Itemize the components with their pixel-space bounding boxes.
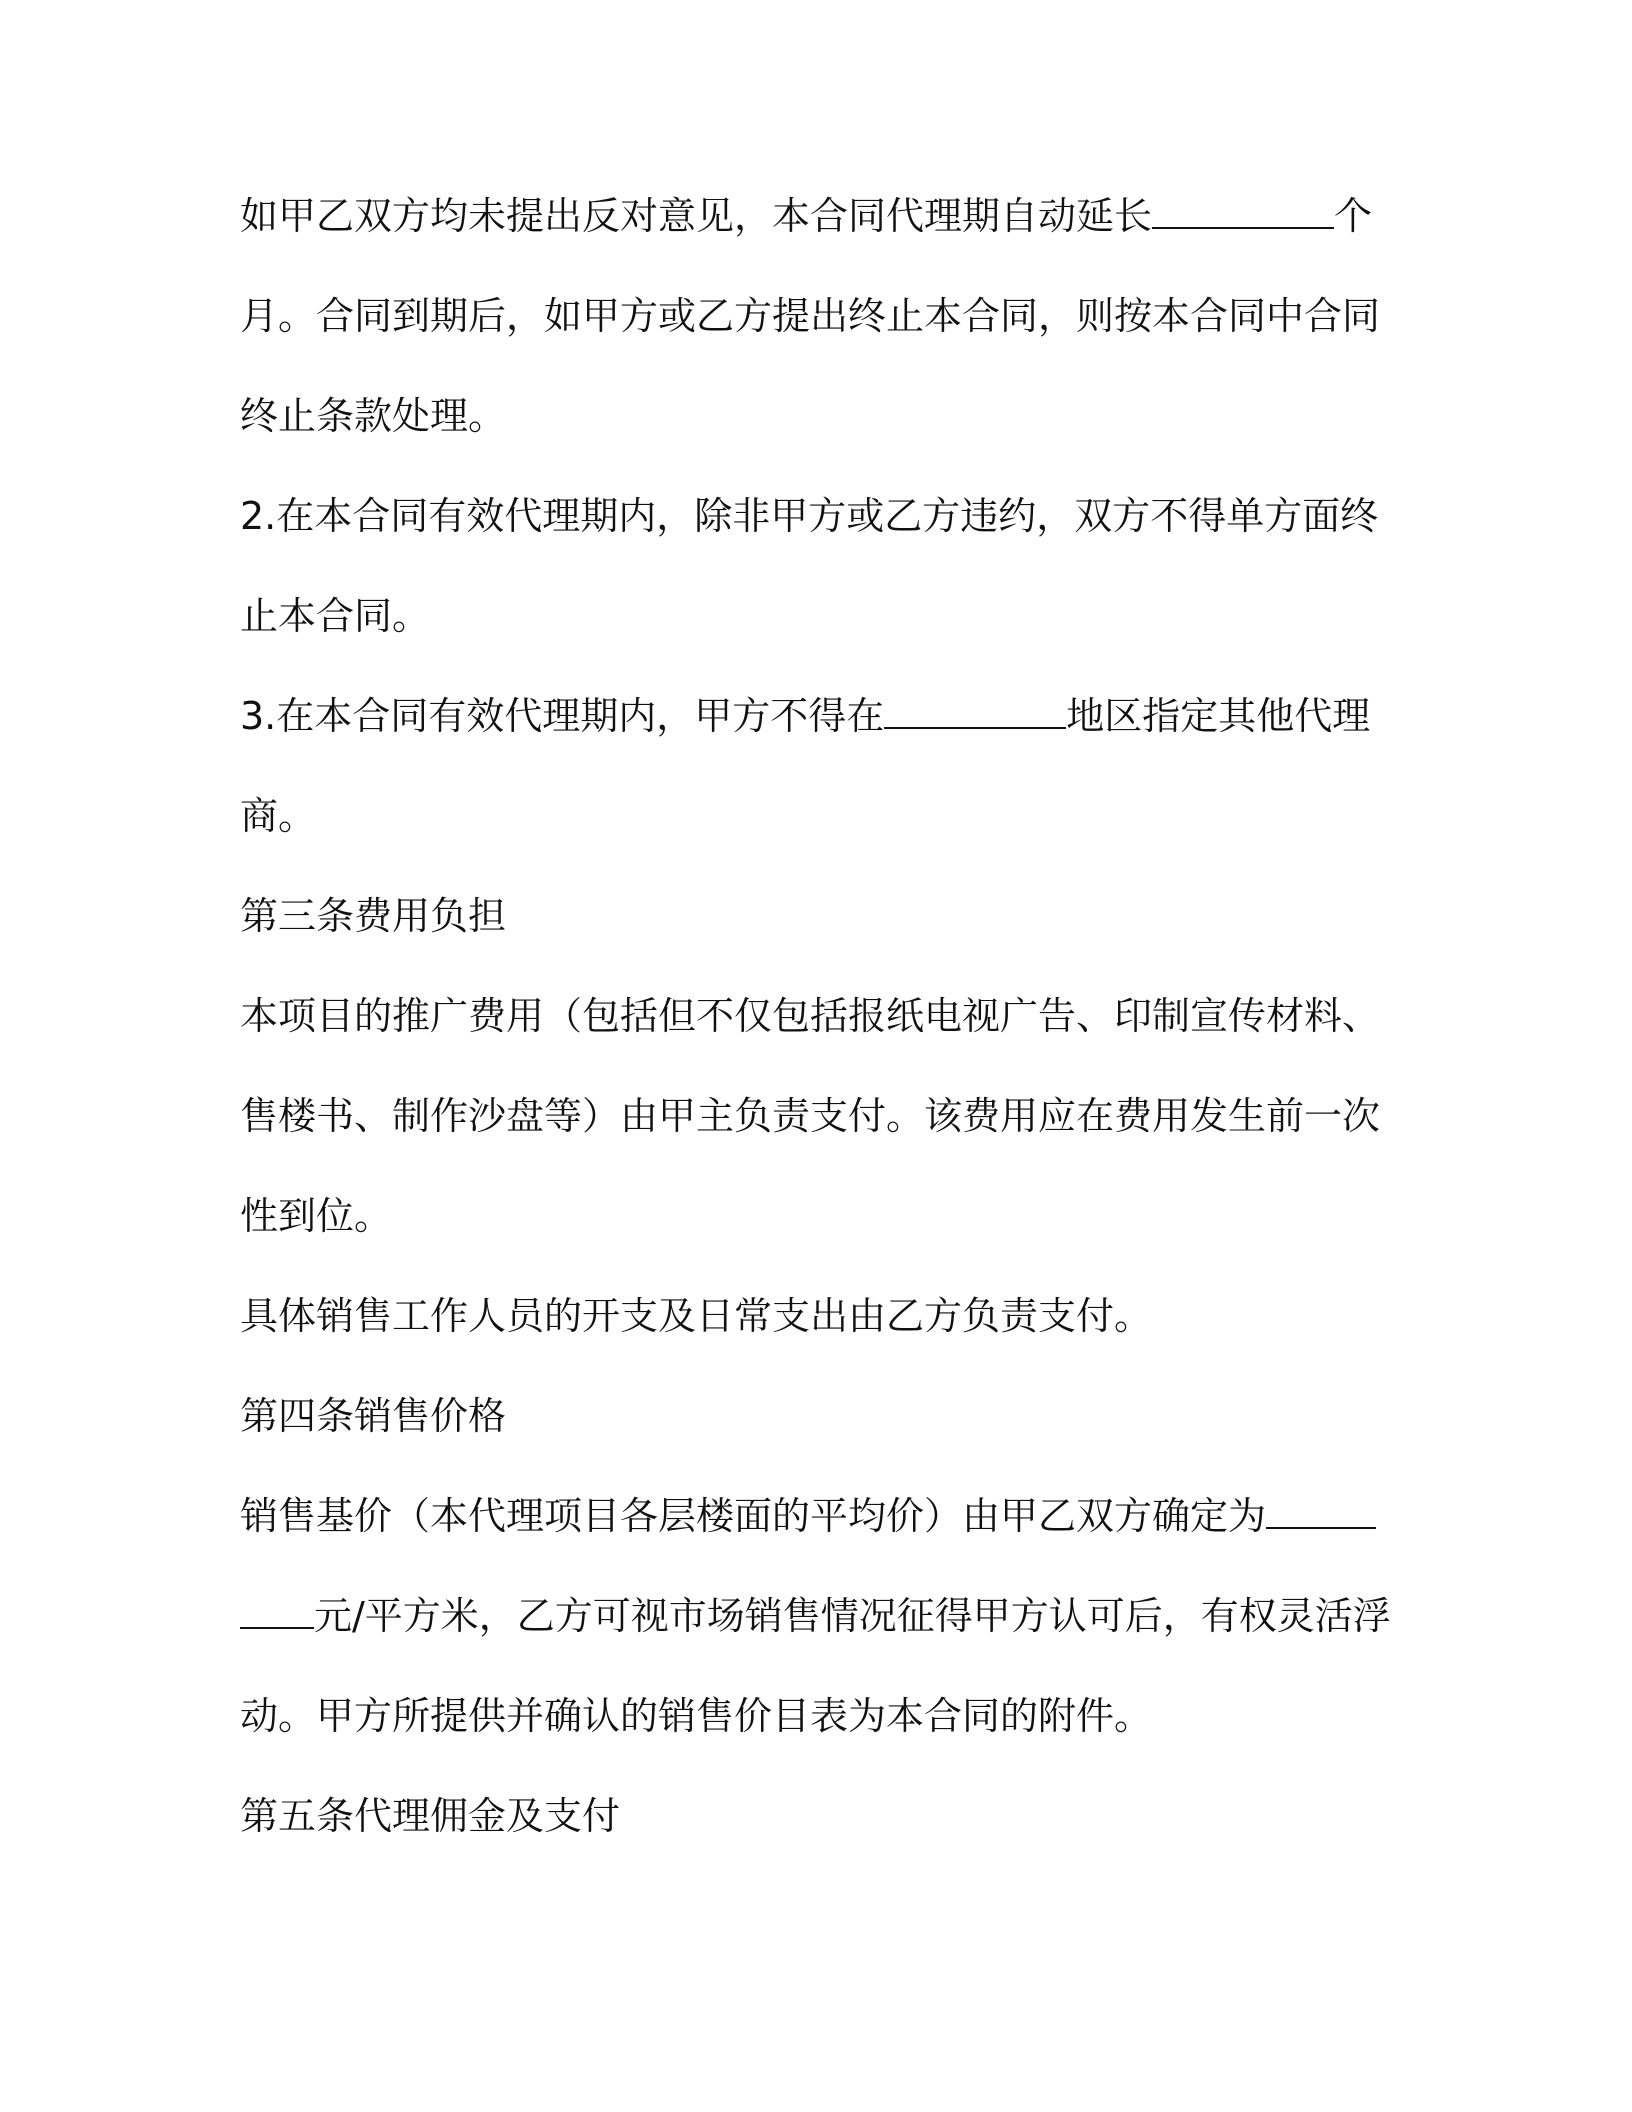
- fill-in-blank: [240, 1593, 314, 1629]
- fill-in-blank: [1266, 1493, 1376, 1529]
- paragraph-line: [240, 392, 506, 440]
- line-text: 3.在本合同有效代理期内，甲方不得在: [240, 694, 885, 738]
- paragraph-line: [240, 1292, 1152, 1340]
- line-text: 性到位。: [240, 1194, 393, 1238]
- paragraph-line: [240, 1192, 392, 1240]
- line-text: 元/平方米，乙方可视市场销售情况征得甲方认可后，有权灵活浮: [314, 1594, 1391, 1638]
- paragraph-line: [240, 1692, 1152, 1740]
- line-text: 销售基价（本代理项目各层楼面的平均价）由甲乙双方确定为: [240, 1494, 1267, 1538]
- line-text: 如甲乙双方均未提出反对意见，本合同代理期自动延长: [240, 194, 1153, 238]
- line-text: 商。: [240, 794, 317, 838]
- line-text: 具体销售工作人员的开支及日常支出由乙方负责支付。: [240, 1294, 1153, 1338]
- line-text: 动。甲方所提供并确认的销售价目表为本合同的附件。: [240, 1694, 1153, 1738]
- fill-in-blank: [1152, 193, 1334, 229]
- line-text: 终止条款处理。: [240, 394, 507, 438]
- fill-in-blank: [884, 693, 1066, 729]
- paragraph-line: [240, 1592, 1391, 1640]
- paragraph-line: [240, 1092, 1380, 1140]
- paragraph-line: [240, 1492, 1376, 1540]
- line-text: 售楼书、制作沙盘等）由甲主负责支付。该费用应在费用发生前一次: [240, 1094, 1381, 1138]
- line-text: 月。合同到期后，如甲方或乙方提出终止本合同，则按本合同中合同: [240, 294, 1381, 338]
- line-text: 地区指定其他代理: [1066, 694, 1371, 738]
- paragraph-line: [240, 792, 316, 840]
- line-text: 2.在本合同有效代理期内，除非甲方或乙方违约，双方不得单方面终: [240, 494, 1379, 538]
- section-heading: [240, 1792, 620, 1840]
- paragraph-line: [240, 692, 1370, 740]
- line-text: 止本合同。: [240, 594, 431, 638]
- heading-text: 第三条费用负担: [240, 894, 507, 938]
- heading-text: 第四条销售价格: [240, 1394, 507, 1438]
- line-text: 个: [1334, 194, 1373, 238]
- paragraph-line: [240, 292, 1380, 340]
- paragraph-line: [240, 592, 430, 640]
- paragraph-line: [240, 492, 1378, 540]
- section-heading: [240, 1392, 506, 1440]
- line-text: 本项目的推广费用（包括但不仅包括报纸电视广告、印制宣传材料、: [240, 994, 1381, 1038]
- heading-text: 第五条代理佣金及支付: [240, 1794, 621, 1838]
- paragraph-line: [240, 192, 1372, 240]
- section-heading: [240, 892, 506, 940]
- paragraph-line: [240, 992, 1380, 1040]
